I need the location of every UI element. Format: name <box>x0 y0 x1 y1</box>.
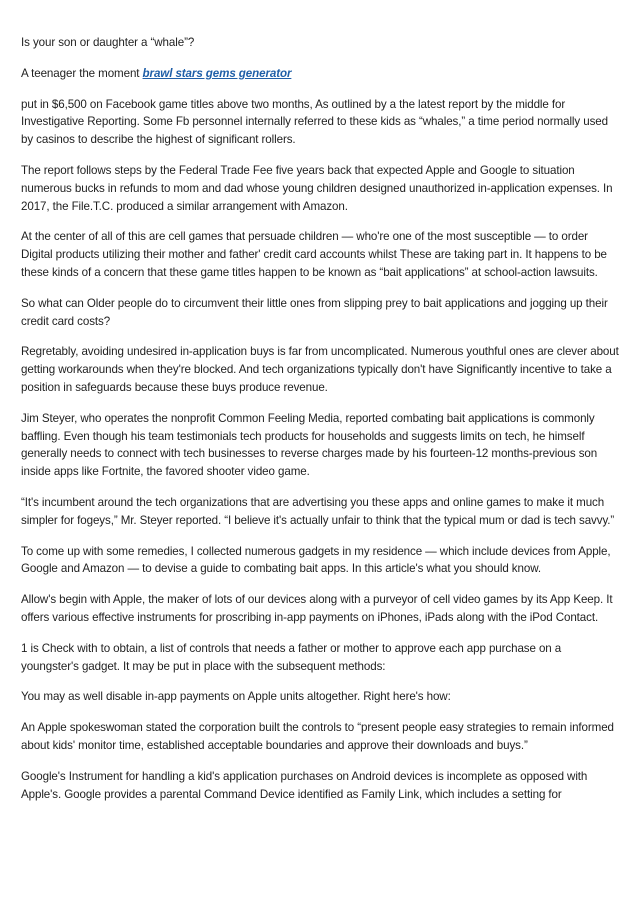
paragraph-apple: Allow's begin with Apple, the maker of lots of our devices along with a purveyor of cell video games by its App Keep. It offers various effective instruments for proscribing in-app payments on iPhones, iPads along with the iPod Contact. <box>21 593 613 624</box>
paragraph-ftc-report: The report follows steps by the Federal Trade Fee five years back that expected Apple and Google to situation numerous bucks in refunds to mom and dad whose young children designed unauthorized in-application expenses. In 2017, the File.T.C. produced a similar arrangement with Amazon. <box>21 163 613 213</box>
paragraph-teen-intro <box>21 65 621 83</box>
paragraph-jim-steyer: Jim Steyer, who operates the nonprofit Common Feeling Media, reported combating bait applications is commonly baffling. Even though his team testimonials tech products for households and suggests limits on tech, he himself generally needs to connect with tech businesses to reverse charges made by his fourteen-12 months-previous son inside apps like Fortnite, the favored shooter video game. <box>21 411 598 479</box>
paragraph-question: Is your son or daughter a “whale”? <box>21 36 195 49</box>
gems-generator-link[interactable]: brawl stars gems generator <box>142 66 292 80</box>
paragraph-disable-payments: You may as well disable in-app payments on Apple units altogether. Right here's how: <box>21 690 451 704</box>
teen-intro-text: A teenager the moment <box>21 66 143 80</box>
document-page <box>21 34 621 816</box>
paragraph-question-adults: So what can Older people do to circumvent their little ones from slipping prey to bait applications and jogging up their credit card costs? <box>21 296 608 328</box>
paragraph-regretably: Regretably, avoiding undesired in-application buys is far from uncomplicated. Numerous youthful ones are clever about getting workarounds when they're blocked. And tech organizations typically don't have Significantly incentive to take a position in safeguards because these buys produce revenue. <box>21 345 619 394</box>
paragraph-remedies: To come up with some remedies, I collected numerous gadgets in my residence — which include devices from Apple, Google and Amazon — to devise a guide to combating bait apps. In this article's what you should know. <box>21 544 611 576</box>
paragraph-steyer-quote: “It's incumbent around the tech organizations that are advertising you these apps and online games to make it much simpler for fogeys,” Mr. Steyer reported. “I believe it's actually unfair to think that the typical mum or dad is tech savvy.” <box>21 495 615 527</box>
paragraph-apple-spokeswoman: An Apple spokeswoman stated the corporation built the controls to “present people easy strategies to remain informed about kids' monitor time, established acceptable boundaries and approve their downloads and buys.” <box>21 721 614 752</box>
paragraph-bait-apps: At the center of all of this are cell games that persuade children — who're one of the most susceptible — to order Digital products utilizing their mother and father' credit card accounts whilst These are taking part in. It happens to be these kinds of a concern that these game titles happen to be known as “bait applications” at school-action lawsuits. <box>21 230 607 279</box>
paragraph-spending: put in $6,500 on Facebook game titles above two months, As outlined by a the latest report by the middle for Investigative Reporting. Some Fb personnel internally referred to these kids as “whales,” a time period normally used by casinos to describe the highest of significant rollers. <box>21 97 608 147</box>
paragraph-ask-to-buy: 1 is Check with to obtain, a list of controls that needs a father or mother to approve each app purchase on a youngster's gadget. It may be put in place with the subsequent methods: <box>21 641 562 673</box>
paragraph-google: Google's Instrument for handling a kid's application purchases on Android devices is incomplete as opposed with Apple's. Google provides a parental Command Device identified as Family Link, which includes a setting for <box>21 769 588 801</box>
